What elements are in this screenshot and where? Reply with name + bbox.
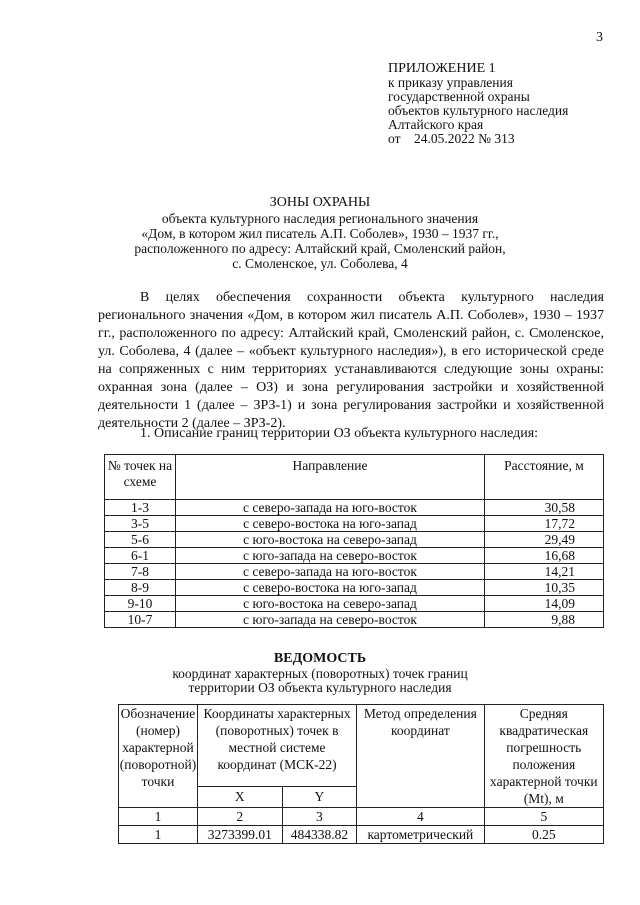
table-row: 9-10 с юго-востока на северо-запад 14,09 [105, 596, 604, 612]
vedomost-line: координат характерных (поворотных) точек границ [172, 666, 468, 681]
appendix-line: к приказу управления [388, 75, 513, 90]
column-header: Обозначение (номер) характерной (поворотной) точки [119, 705, 198, 808]
intro-paragraph: В целях обеспечения сохранности объекта культурного наследия регионального значения «Дом, в котором жил писатель А.П. Соболев», 1930 – 1937 гг., расположенного по адресу: Алтайский край, Смоленский район, с. Смоленское, ул. Соболева, 4 (далее – «объект культурного наследия»), в его исторической среде на сопряженных с ним территориях устанавливаются следующие зоны охраны: охранная зона (далее – ОЗ) и зона регулирования застройки и хозяйственной деятельности 1 (далее – ЗРЗ-1) и зона регулирования застройки и хозяйственной деятельности 2 (далее – ЗРЗ-2). [98, 290, 604, 431]
column-header: Y [282, 786, 356, 807]
appendix-line: Алтайского края [388, 117, 484, 132]
table-row: 7-8 с северо-запада на юго-восток 14,21 [105, 564, 604, 580]
heading-line: объекта культурного наследия регионального значения [161, 211, 479, 226]
column-header: Направление [176, 455, 485, 500]
table-row: 10-7 с юго-запада на северо-восток 9,88 [105, 612, 604, 628]
heading-line: расположенного по адресу: Алтайский край, Смоленский район, [134, 241, 506, 256]
section-title: 1. Описание границ территории ОЗ объекта культурного наследия: [140, 426, 539, 441]
heading-line: «Дом, в котором жил писатель А.П. Соболев», 1930 – 1937 гг., [141, 226, 499, 241]
coordinates-table [118, 704, 604, 844]
table-row: 6-1 с юго-запада на северо-восток 16,68 [105, 548, 604, 564]
table-header-row [119, 705, 604, 787]
column-header: Расстояние, м [485, 455, 604, 500]
column-header: № точек на схеме [105, 455, 176, 500]
column-header: Координаты характерных (поворотных) точек в местной системе координат (МСК-22) [197, 705, 356, 787]
page-number: 3 [596, 30, 603, 45]
table-row: 1 3273399.01 484338.82 картометрический 0.25 [119, 826, 604, 844]
document-title: ЗОНЫ ОХРАНЫ [269, 195, 371, 210]
appendix-title: ПРИЛОЖЕНИЕ 1 [388, 61, 496, 76]
vedomost-line: территории ОЗ объекта культурного наследия [188, 680, 452, 695]
heading-line: с. Смоленское, ул. Соболева, 4 [232, 256, 408, 271]
column-header: Метод определения координат [357, 705, 485, 808]
vedomost-title: ВЕДОМОСТЬ [273, 651, 367, 666]
appendix-line: государственной охраны [388, 89, 530, 104]
column-header: X [197, 786, 282, 807]
appendix-date: от 24.05.2022 № 313 [388, 131, 515, 146]
table-header-row [105, 455, 604, 500]
column-header: Средняя квадратическая погрешность положения характерной точки (Mt), м [484, 705, 603, 808]
table-row: 3-5 с северо-востока на юго-запад 17,72 [105, 516, 604, 532]
table-row: 5-6 с юго-востока на северо-запад 29,49 [105, 532, 604, 548]
appendix-line: объектов культурного наследия [388, 103, 569, 118]
table-row: 8-9 с северо-востока на юго-запад 10,35 [105, 580, 604, 596]
boundary-table [104, 454, 604, 628]
table-row: 1-3 с северо-запада на юго-восток 30,58 [105, 500, 604, 516]
table-row: 1 2 3 4 5 [119, 808, 604, 826]
